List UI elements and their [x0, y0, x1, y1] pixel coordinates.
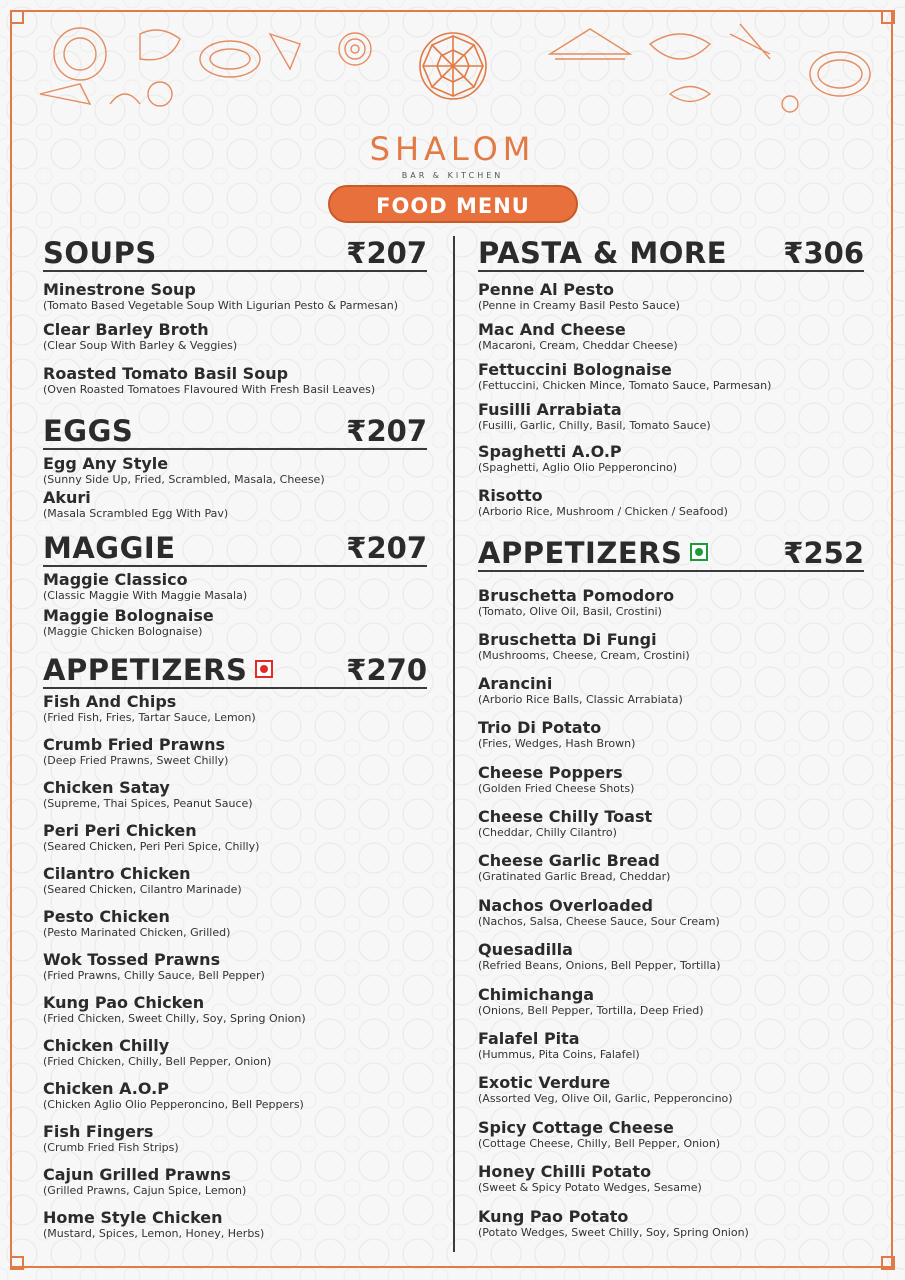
section-price: ₹252: [783, 536, 864, 570]
menu-item: [478, 896, 720, 929]
item-name: Roasted Tomato Basil Soup: [43, 364, 289, 383]
item-description: (Fettuccini, Chicken Mince, Tomato Sauce, Parmesan): [478, 379, 772, 392]
menu-item: [43, 1079, 304, 1112]
section-title: MAGGIE: [43, 531, 176, 565]
item-name: Nachos Overloaded: [478, 896, 653, 915]
item-name: Minestrone Soup: [43, 280, 196, 299]
brand-name: SHALOM: [369, 130, 536, 168]
item-name: Falafel Pita: [478, 1029, 580, 1048]
section-title: SOUPS: [43, 236, 157, 270]
swirl-doodle-icon: [320, 14, 400, 94]
menu-item: [43, 570, 247, 603]
menu-item: [478, 763, 634, 796]
section-price: ₹207: [346, 236, 427, 270]
section-price: ₹306: [783, 236, 864, 270]
item-name: Bruschetta Di Fungi: [478, 630, 657, 649]
item-name: Egg Any Style: [43, 454, 169, 473]
menu-item: [478, 486, 728, 519]
menu-item: [478, 807, 652, 840]
item-name: Risotto: [478, 486, 543, 505]
menu-item: [43, 1122, 179, 1155]
item-description: (Pesto Marinated Chicken, Grilled): [43, 926, 231, 939]
menu-item: [478, 674, 683, 707]
item-description: (Refried Beans, Onions, Bell Pepper, Tortilla): [478, 959, 721, 972]
item-name: Chimichanga: [478, 985, 595, 1004]
menu-item: [43, 454, 325, 487]
section-title: [478, 536, 708, 570]
item-description: (Potato Wedges, Sweet Chilly, Soy, Spring Onion): [478, 1226, 749, 1239]
menu-title-badge: FOOD MENU: [328, 185, 578, 223]
menu-item: [43, 735, 228, 768]
section-title: EGGS: [43, 414, 134, 448]
menu-item: [478, 1207, 749, 1240]
item-description: (Maggie Chicken Bolognaise): [43, 625, 203, 638]
menu-item: [478, 718, 635, 751]
menu-item: [43, 993, 306, 1026]
menu-item: [478, 985, 704, 1018]
section-title-text: APPETIZERS: [478, 536, 683, 570]
item-description: (Classic Maggie With Maggie Masala): [43, 589, 248, 602]
item-name: Chicken Chilly: [43, 1036, 170, 1055]
item-name: Quesadilla: [478, 940, 573, 959]
menu-item: [43, 364, 375, 397]
item-name: Trio Di Potato: [478, 718, 602, 737]
item-name: Mac And Cheese: [478, 320, 626, 339]
item-description: (Assorted Veg, Olive Oil, Garlic, Pepperoncino): [478, 1092, 733, 1105]
item-description: (Sweet & Spicy Potato Wedges, Sesame): [478, 1181, 702, 1194]
menu-item: [43, 907, 230, 940]
section-title: [43, 653, 273, 687]
menu-item: [478, 280, 680, 313]
menu-item: [478, 586, 674, 619]
item-name: Akuri: [43, 488, 91, 507]
menu-item: [43, 1036, 271, 1069]
item-name: Wok Tossed Prawns: [43, 950, 221, 969]
menu-item: [43, 606, 214, 639]
item-name: Cheese Poppers: [478, 763, 623, 782]
item-name: Home Style Chicken: [43, 1208, 223, 1227]
item-name: Arancini: [478, 674, 553, 693]
item-name: Cajun Grilled Prawns: [43, 1165, 231, 1184]
section-price: ₹270: [346, 653, 427, 687]
corner-ornament: [881, 1256, 895, 1270]
item-description: (Hummus, Pita Coins, Falafel): [478, 1048, 640, 1061]
menu-item: [478, 1073, 733, 1106]
item-description: (Tomato Based Vegetable Soup With Ligurian Pesto & Parmesan): [43, 299, 399, 312]
item-description: (Onions, Bell Pepper, Tortilla, Deep Fried): [478, 1004, 704, 1017]
menu-item: [43, 280, 398, 313]
menu-item: [478, 442, 677, 475]
menu-item: [478, 630, 690, 663]
item-name: Clear Barley Broth: [43, 320, 209, 339]
food-doodle-right-icon: [540, 14, 885, 124]
menu-item: [478, 940, 721, 973]
menu-item: [478, 1029, 640, 1062]
menu-item: [43, 864, 242, 897]
item-name: Fusilli Arrabiata: [478, 400, 622, 419]
item-description: (Mushrooms, Cheese, Cream, Crostini): [478, 649, 690, 662]
section-header: [478, 536, 864, 572]
item-name: Kung Pao Chicken: [43, 993, 205, 1012]
item-description: (Fried Fish, Fries, Tartar Sauce, Lemon): [43, 711, 256, 724]
item-description: (Chicken Aglio Olio Pepperoncino, Bell Peppers): [43, 1098, 304, 1111]
item-description: (Seared Chicken, Peri Peri Spice, Chilly): [43, 840, 260, 853]
section-header: [43, 531, 427, 567]
item-name: Chicken A.O.P: [43, 1079, 169, 1098]
menu-item: [43, 778, 253, 811]
section-price: ₹207: [346, 531, 427, 565]
item-description: (Fried Chicken, Chilly, Bell Pepper, Onion): [43, 1055, 272, 1068]
menu-item: [43, 1165, 246, 1198]
item-description: (Gratinated Garlic Bread, Cheddar): [478, 870, 671, 883]
section-appetizers-nonveg: [43, 653, 427, 1240]
section-eggs: [43, 414, 427, 520]
item-name: Penne Al Pesto: [478, 280, 614, 299]
section-title: PASTA & MORE: [478, 236, 728, 270]
item-description: (Cheddar, Chilly Cilantro): [478, 826, 617, 839]
section-pasta: [478, 236, 864, 518]
item-name: Chicken Satay: [43, 778, 170, 797]
item-name: Cheese Garlic Bread: [478, 851, 660, 870]
item-name: Honey Chilli Potato: [478, 1162, 652, 1181]
corner-ornament: [10, 1256, 24, 1270]
food-doodle-left-icon: [20, 14, 320, 124]
menu-item: [43, 821, 259, 854]
brand-tagline: BAR & KITCHEN: [401, 171, 504, 180]
item-description: (Deep Fried Prawns, Sweet Chilly): [43, 754, 229, 767]
section-header: [43, 414, 427, 450]
item-description: (Seared Chicken, Cilantro Marinade): [43, 883, 242, 896]
item-description: (Tomato, Olive Oil, Basil, Crostini): [478, 605, 662, 618]
item-name: Kung Pao Potato: [478, 1207, 629, 1226]
item-name: Fettuccini Bolognaise: [478, 360, 672, 379]
item-name: Spicy Cottage Cheese: [478, 1118, 674, 1137]
item-description: (Sunny Side Up, Fried, Scrambled, Masala, Cheese): [43, 473, 325, 486]
item-description: (Arborio Rice Balls, Classic Arrabiata): [478, 693, 683, 706]
menu-item: [478, 320, 678, 353]
item-name: Bruschetta Pomodoro: [478, 586, 675, 605]
shalom-logo-icon: [417, 30, 489, 120]
item-description: (Oven Roasted Tomatoes Flavoured With Fresh Basil Leaves): [43, 383, 376, 396]
item-description: (Arborio Rice, Mushroom / Chicken / Seafood): [478, 505, 728, 518]
section-maggie: [43, 531, 427, 638]
menu-item: [43, 1208, 264, 1241]
section-header: [43, 236, 427, 272]
menu-item: [43, 320, 237, 353]
section-header: [478, 236, 864, 272]
item-description: (Cottage Cheese, Chilly, Bell Pepper, Onion): [478, 1137, 721, 1150]
item-description: (Fried Prawns, Chilly Sauce, Bell Pepper): [43, 969, 265, 982]
item-name: Cheese Chilly Toast: [478, 807, 653, 826]
item-name: Maggie Bolognaise: [43, 606, 214, 625]
section-header: [43, 653, 427, 689]
item-name: Maggie Classico: [43, 570, 188, 589]
item-description: (Fusilli, Garlic, Chilly, Basil, Tomato Sauce): [478, 419, 711, 432]
column-divider: [453, 236, 455, 1252]
item-description: (Fried Chicken, Sweet Chilly, Soy, Spring Onion): [43, 1012, 306, 1025]
item-description: (Mustard, Spices, Lemon, Honey, Herbs): [43, 1227, 265, 1240]
menu-item: [43, 488, 228, 521]
item-name: Peri Peri Chicken: [43, 821, 197, 840]
item-description: (Masala Scrambled Egg With Pav): [43, 507, 229, 520]
item-name: Fish And Chips: [43, 692, 177, 711]
item-description: (Fries, Wedges, Hash Brown): [478, 737, 636, 750]
item-description: (Spaghetti, Aglio Olio Pepperoncino): [478, 461, 678, 474]
section-price: ₹207: [346, 414, 427, 448]
section-title-text: APPETIZERS: [43, 653, 248, 687]
menu-item: [478, 1118, 720, 1151]
menu-item: [478, 1162, 702, 1195]
item-description: (Penne in Creamy Basil Pesto Sauce): [478, 299, 680, 312]
menu-item: [478, 851, 670, 884]
menu-item: [478, 360, 771, 393]
section-appetizers-veg: [478, 536, 864, 1239]
item-description: (Macaroni, Cream, Cheddar Cheese): [478, 339, 678, 352]
item-name: Exotic Verdure: [478, 1073, 611, 1092]
item-description: (Grilled Prawns, Cajun Spice, Lemon): [43, 1184, 247, 1197]
item-name: Spaghetti A.O.P: [478, 442, 622, 461]
menu-item: [478, 400, 711, 433]
item-name: Pesto Chicken: [43, 907, 170, 926]
menu-item: [43, 950, 265, 983]
item-description: (Nachos, Salsa, Cheese Sauce, Sour Cream): [478, 915, 720, 928]
nonveg-mark-icon: [255, 660, 273, 678]
item-description: (Supreme, Thai Spices, Peanut Sauce): [43, 797, 253, 810]
item-description: (Clear Soup With Barley & Veggies): [43, 339, 238, 352]
item-name: Fish Fingers: [43, 1122, 154, 1141]
item-name: Cilantro Chicken: [43, 864, 191, 883]
item-description: (Crumb Fried Fish Strips): [43, 1141, 179, 1154]
menu-item: [43, 692, 256, 725]
veg-mark-icon: [690, 543, 708, 561]
item-description: (Golden Fried Cheese Shots): [478, 782, 635, 795]
item-name: Crumb Fried Prawns: [43, 735, 225, 754]
section-soups: [43, 236, 427, 396]
